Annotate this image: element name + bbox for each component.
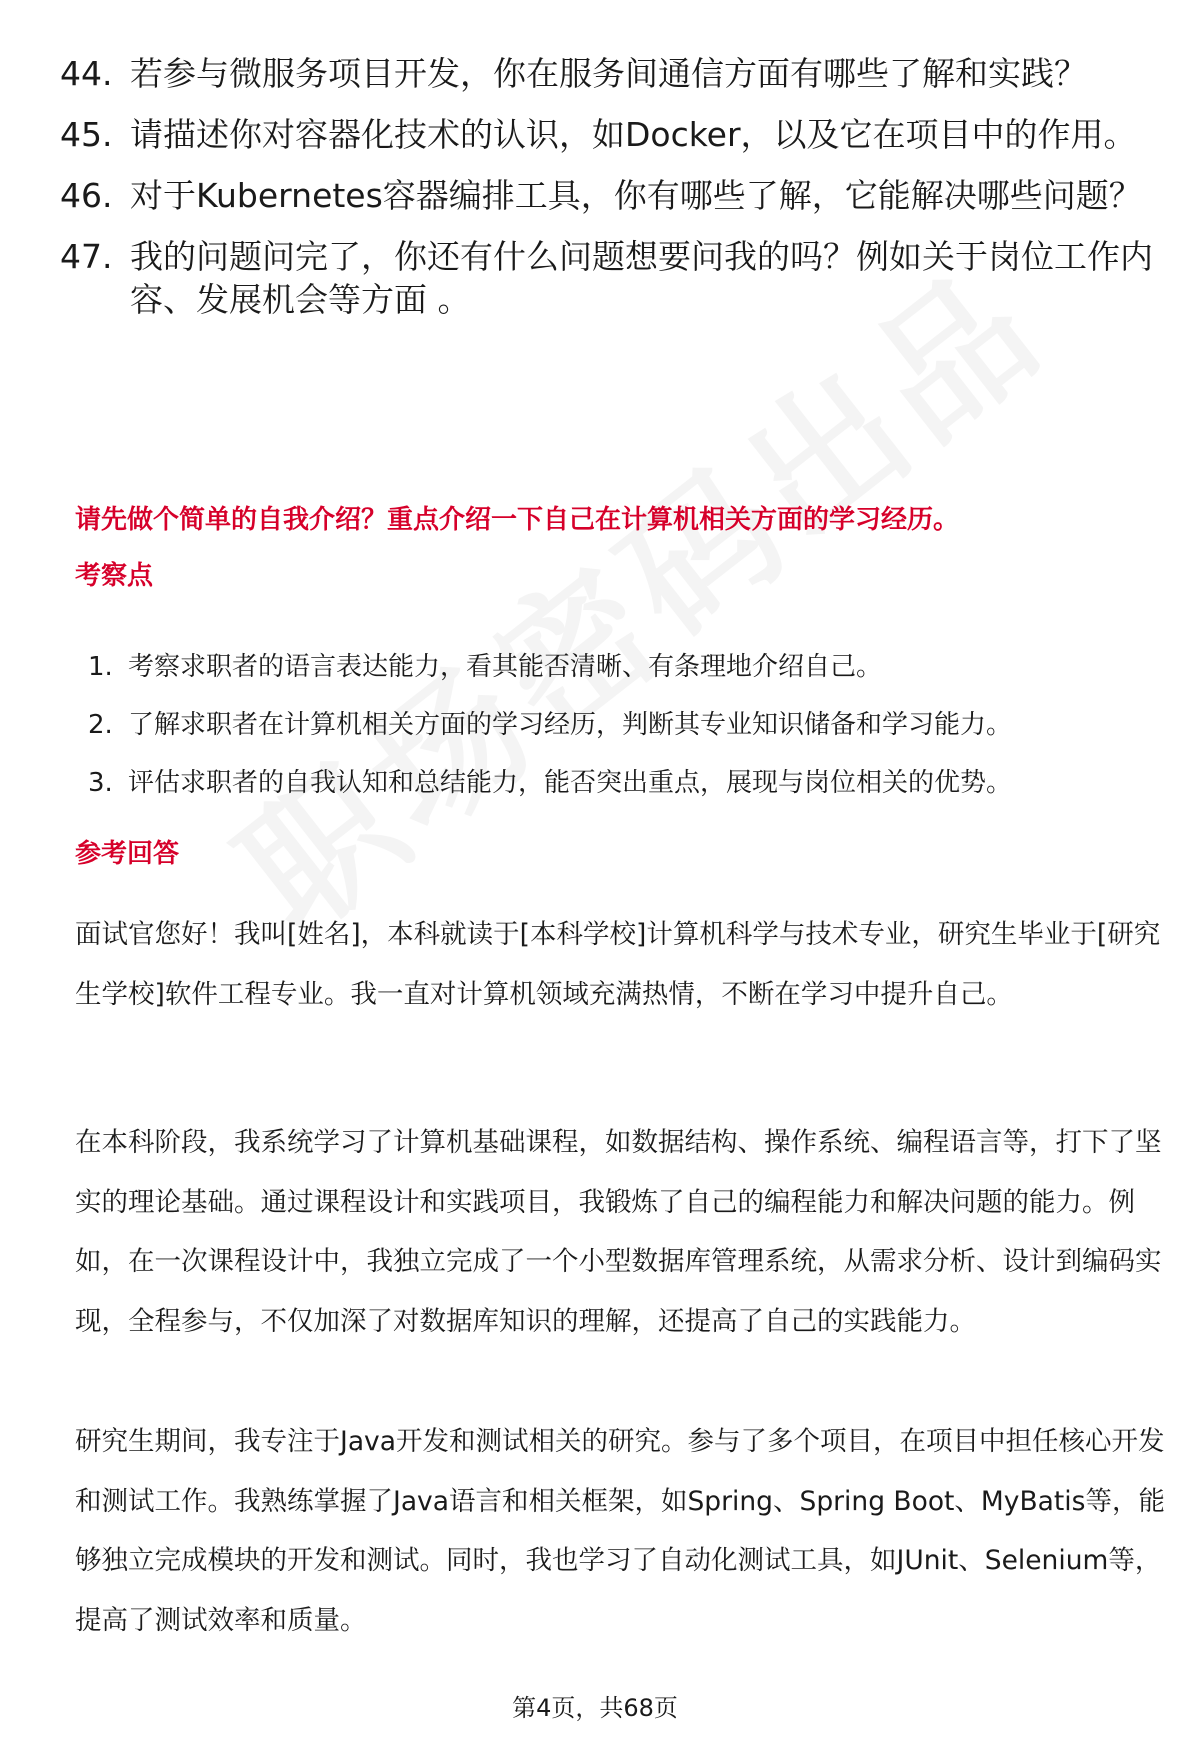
question-text: 请描述你对容器化技术的认识，如Docker，以及它在项目中的作用。 (130, 115, 1137, 154)
check-point-number: 1. (88, 652, 113, 682)
answer-paragraph: 研究生期间，我专注于Java开发和测试相关的研究。参与了多个项目，在项目中担任核心开发和测试工作。我熟练掌握了Java语言和相关框架，如Spring、Spring Boot、MyBatis等，能够独立完成模块的开发和测试。同时，我也学习了自动化测试工具，如JUnit、Selenium等，提高了测试效率和质量。 (75, 1426, 1165, 1636)
question-text: 我的问题问完了，你还有什么问题想要问我的吗？例如关于岗位工作内容、发展机会等方面 。 (130, 237, 1153, 319)
question-item (60, 52, 1160, 95)
question-text: 对于Kubernetes容器编排工具，你有哪些了解，它能解决哪些问题？ (130, 176, 1142, 215)
question-item (60, 174, 1160, 217)
check-point-text: 考察求职者的语言表达能力，看其能否清晰、有条理地介绍自己。 (128, 652, 883, 682)
section-question-heading: 请先做个简单的自我介绍？重点介绍一下自己在计算机相关方面的学习经历。 (75, 505, 960, 535)
check-point-text: 了解求职者在计算机相关方面的学习经历，判断其专业知识储备和学习能力。 (128, 710, 1013, 740)
check-points-label: 考察点 (75, 561, 154, 591)
question-text: 若参与微服务项目开发，你在服务间通信方面有哪些了解和实践？ (130, 54, 1087, 93)
question-number: 47. (60, 237, 113, 276)
check-point-item (88, 754, 1168, 812)
answer-label: 参考回答 (75, 839, 180, 869)
check-points-list (88, 638, 1168, 812)
question-number: 45. (60, 115, 113, 154)
page-footer: 第4页，共68页 (512, 1694, 678, 1722)
check-point-number: 3. (88, 768, 113, 798)
check-point-text: 评估求职者的自我认知和总结能力，能否突出重点，展现与岗位相关的优势。 (128, 768, 1013, 798)
check-point-number: 2. (88, 710, 113, 740)
check-point-item (88, 638, 1168, 696)
question-number: 44. (60, 54, 113, 93)
answer-paragraph: 在本科阶段，我系统学习了计算机基础课程，如数据结构、操作系统、编程语言等，打下了坚实的理论基础。通过课程设计和实践项目，我锻炼了自己的编程能力和解决问题的能力。例如，在一次课程设计中，我独立完成了一个小型数据库管理系统，从需求分析、设计到编码实现，全程参与，不仅加深了对数据库知识的理解，还提高了自己的实践能力。 (75, 1127, 1162, 1337)
check-point-item (88, 696, 1168, 754)
question-number: 46. (60, 176, 113, 215)
question-list (60, 52, 1160, 339)
question-item (60, 113, 1160, 156)
question-item (60, 235, 1160, 321)
answer-paragraph: 面试官您好！我叫[姓名]，本科就读于[本科学校]计算机科学与技术专业，研究生毕业于[研究生学校]软件工程专业。我一直对计算机领域充满热情，不断在学习中提升自己。 (75, 919, 1161, 1010)
